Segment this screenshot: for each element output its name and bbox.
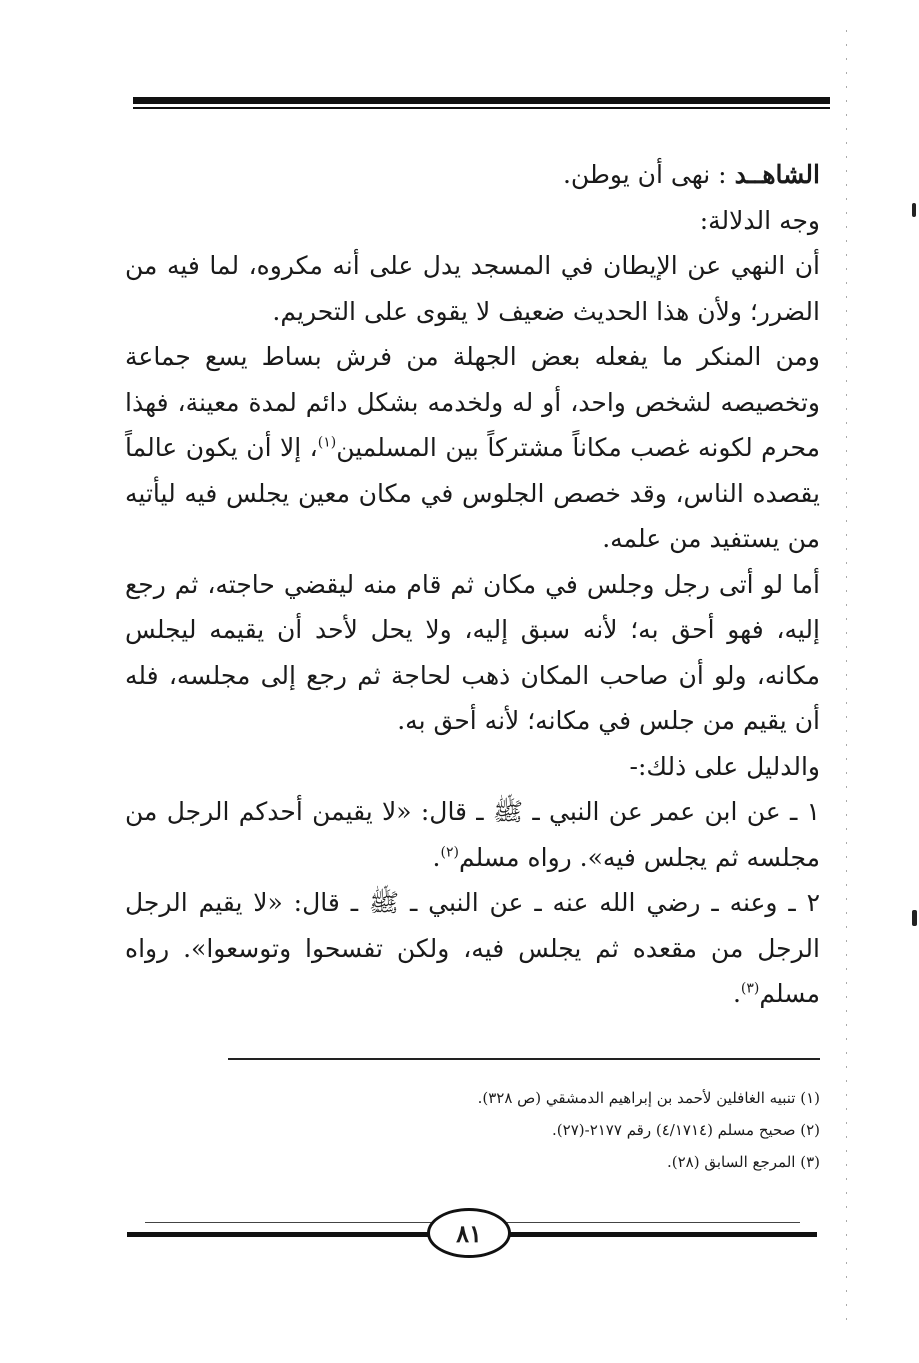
paragraph-dalala: أن النهي عن الإيطان في المسجد يدل على أنه مكروه، لما فيه من الضرر؛ ولأن هذا الحديث ضعيف لا يقوى على التحريم.: [125, 251, 820, 326]
footnote-2: (٢) صحيح مسلم (٤/١٧١٤) رقم ٢١٧٧-(٢٧).: [552, 1121, 820, 1139]
hadith-1-text: ١ ـ عن ابن عمر عن النبي ـ ﷺ ـ قال: «لا يقيمن أحدكم الرجل من مجلسه ثم يجلس فيه». رواه مسلم: [125, 797, 820, 872]
footnote-ref-2[interactable]: (٢): [440, 844, 459, 861]
scan-edge-dots: [846, 30, 847, 1330]
header-rule-thin: [133, 107, 830, 109]
heading-word: الشاهــد: [734, 160, 820, 189]
footnote-ref-3[interactable]: (٣): [740, 980, 760, 997]
hadith-2-end: .: [732, 979, 741, 1008]
paragraph-munkar: [125, 334, 820, 562]
footnote-3: (٣) المرجع السابق (٢٨).: [667, 1153, 820, 1171]
footnote-ref-1[interactable]: (١): [317, 434, 337, 451]
paragraph-munkar-part2: ، إلا أن يكون عالماً يقصده الناس، وقد خصص الجلوس في مكان معين يجلس فيه ليأتيه من يستفيد من علمه.: [125, 433, 820, 553]
main-text: [125, 152, 820, 1017]
scan-edge-mark: [912, 910, 917, 926]
hadith-1-end: .: [432, 842, 441, 872]
heading-rest: : نهى أن يوطن.: [562, 160, 727, 189]
footnotes: [228, 1082, 820, 1178]
hadith-2-text: ٢ ـ وعنه ـ رضي الله عنه ـ عن النبي ـ ﷺ ـ قال: «لا يقيم الرجل الرجل من مقعده ثم يجلس فيه، ولكن تفسحوا وتوسعوا». رواه مسلم: [125, 888, 820, 1008]
paragraph-hadith-2: [125, 880, 820, 1017]
footnote-1: (١) تنبيه الغافلين لأحمد بن إبراهيم الدمشقي (ص ٣٢٨).: [477, 1089, 820, 1107]
page-number: ٨١: [456, 1218, 482, 1248]
header-rule: [133, 97, 830, 104]
page-number-oval: [427, 1208, 511, 1258]
paragraph-dalil: والدليل على ذلك:-: [629, 751, 820, 781]
paragraph-wajh: وجه الدلالة:: [699, 205, 820, 235]
scan-edge-mark: [912, 203, 916, 217]
footnote-rule: [228, 1058, 820, 1060]
paragraph-hadith-1: [125, 789, 820, 880]
paragraph-shahid: [125, 152, 820, 198]
paragraph-amma: أما لو أتى رجل وجلس في مكان ثم قام منه ليقضي حاجته، ثم رجع إليه، فهو أحق به؛ لأنه سبق إليه، ولا يحل لأحد أن يقيمه ليجلس مكانه، ولو أن صاحب المكان ذهب لحاجة ثم رجع إلى مجلسه، فله أن يقيم من جلس في مكانه؛ لأنه أحق به.: [125, 569, 820, 735]
paragraph-munkar-part1: ومن المنكر ما يفعله بعض الجهلة من فرش بساط يسع جماعة وتخصيصه لشخص واحد، أو له ولخدمه بشكل دائم لمدة معينة، فهذا محرم لكونه غصب مكاناً مشتركاً بين المسلمين: [125, 342, 820, 462]
